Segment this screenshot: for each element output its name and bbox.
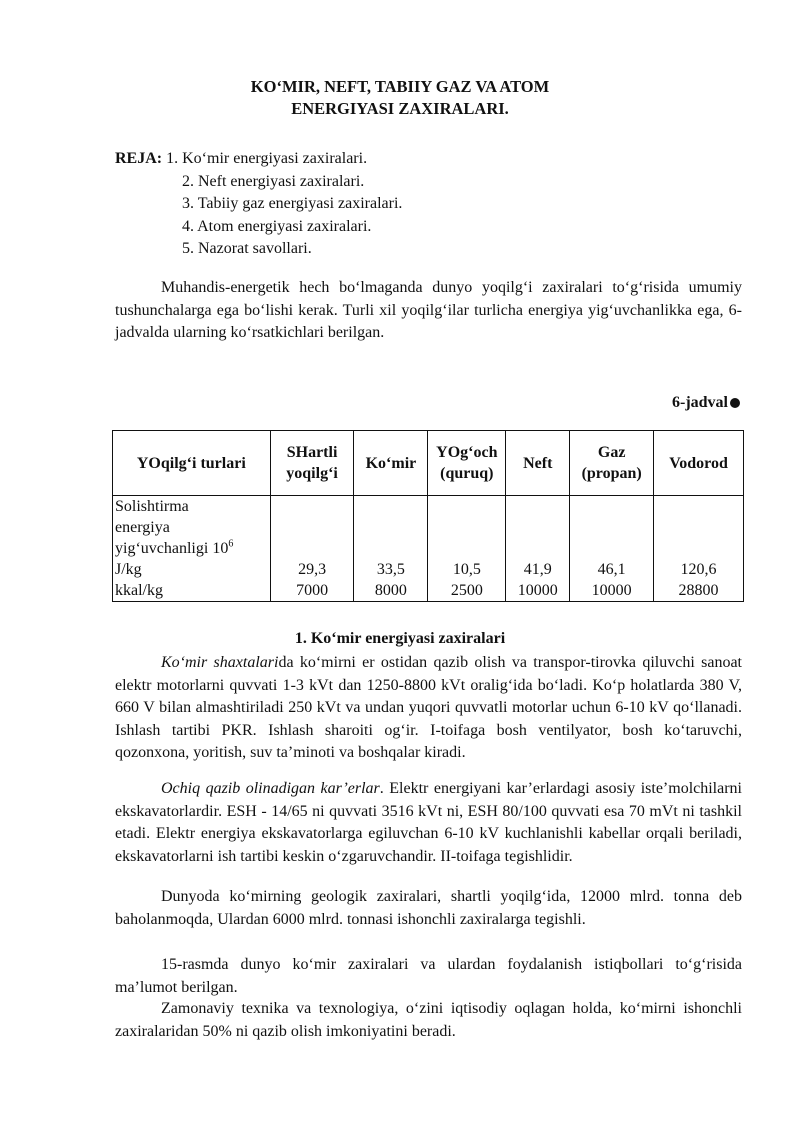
table-header-cell: YOqilg‘i turlari	[113, 431, 271, 496]
paragraph-quarries	[115, 778, 742, 868]
table-header-cell: YOg‘och (quruq)	[428, 431, 506, 496]
table-cell: 46,1 10000	[570, 496, 654, 602]
table-header-cell: Gaz (propan)	[570, 431, 654, 496]
title-line-1: KO‘MIR, NEFT, TABIIY GAZ VA ATOM	[250, 77, 550, 96]
plan-item: 4. Atom energiyasi zaxiralari.	[182, 217, 372, 235]
table-header-cell: Ko‘mir	[354, 431, 428, 496]
paragraph-figure-ref: 15-rasmda dunyo ko‘mir zaxiralari va ulardan foydalanish istiqbollari to‘g‘risida ma’lumot berilgan.	[115, 956, 742, 996]
table-header-row	[113, 431, 744, 496]
table-caption	[672, 394, 740, 412]
table-header-cell: Neft	[506, 431, 570, 496]
document-title	[0, 76, 800, 120]
row-label-line: Solishtirma	[115, 498, 189, 515]
bullet-icon	[730, 398, 740, 408]
intro-paragraph: Muhandis-energetik hech bo‘lmaganda dunyo yoqilg‘i zaxiralari to‘g‘risida umumiy tushunchalarga ega bo‘lishi kerak. Turli xil yoqilg‘ilar turlicha energiya yig‘uvchanlikka ega, 6-jadvalda ularning ko‘rsatkichlari berilgan.	[115, 279, 742, 341]
plan-item: 5. Nazorat savollari.	[182, 240, 312, 257]
table-header-cell: Vodorod	[654, 431, 744, 496]
plan-list	[115, 148, 402, 261]
table-caption-text: 6-jadval	[672, 394, 728, 411]
paragraph-technology: Zamonaviy texnika va texnologiya, o‘zini iqtisodiy oqlagan holda, ko‘mirni ishonchli zaxiralaridan 50% ni qazib olish imkoniyatini beradi.	[115, 1000, 742, 1040]
row-label-line: kkal/kg	[115, 582, 163, 599]
table-header-cell: SHartli yoqilg‘i	[270, 431, 354, 496]
paragraph-text: . Elektr energiyani kar’erlardagi asosiy iste’molchilarni ekskavatorlardir. ESH - 14/65 ni quvvati 3516 kVt ni, ESH 80/100 quvvati esa 70 mVt ni tashkil etadi. Elektr energiya ekskavatorlarga egiluvchan 6-10 kV kuchlanishli kabellar orqali beriladi, ekskavatorlarni ish tartibi keskin o‘zgaruvchandir. II-toifaga tegishlidir.	[115, 780, 743, 865]
table-row	[113, 496, 744, 602]
row-label-text: yig‘uvchanligi 10	[115, 540, 229, 557]
plan-item: 3. Tabiiy gaz energiyasi zaxiralari.	[182, 195, 403, 212]
plan-item: 2. Neft energiyasi zaxiralari.	[182, 172, 365, 190]
paragraph-mines	[115, 652, 742, 765]
table-cell: 29,3 7000	[270, 496, 354, 602]
plan-label: REJA:	[115, 150, 163, 167]
table-cell: 33,5 8000	[354, 496, 428, 602]
row-label-line	[115, 538, 267, 559]
paragraph-reserves: Dunyoda ko‘mirning geologik zaxiralari, shartli yoqilg‘ida, 12000 mlrd. tonna deb baholanmoqda, Ulardan 6000 mlrd. tonnasi ishonchli zaxiralarga tegishli.	[115, 888, 742, 928]
row-label-line: J/kg	[115, 561, 142, 578]
row-label-line: energiya	[115, 519, 170, 536]
paragraph-text: da ko‘mirni er ostidan qazib olish va transpor-tirovka qiluvchi sanoat elektr motorlarni quvvati 1-3 kVt dan 1250-8800 kVt oralig‘ida bo‘ladi. Ko‘p holatlarda 380 V, 660 V bilan almashtiriladi 250 kVt va undan yuqori quvvatli motorlar uchun 6-10 kV qo‘llanadi. Ishlash tartibi PKR. Ishlash sharoiti og‘ir. I-toifaga bosh ventilyator, bosh ko‘taruvchi, qozonxona, yoritish, suv ta’minoti va boshqalar kiradi.	[115, 654, 742, 761]
row-label-exponent: 6	[228, 538, 234, 550]
row-label-cell	[113, 496, 271, 602]
italic-term: Ko‘mir shaxtalari	[161, 654, 279, 671]
title-line-2: ENERGIYASI ZAXIRALARI.	[291, 99, 509, 118]
table-cell: 41,9 10000	[506, 496, 570, 602]
section-title: 1. Ko‘mir energiyasi zaxiralari	[294, 630, 506, 647]
table-cell: 120,6 28800	[654, 496, 744, 602]
plan-item: 1. Ko‘mir energiyasi zaxiralari.	[166, 150, 368, 167]
italic-term: Ochiq qazib olinadigan kar’erlar	[161, 780, 380, 797]
table-cell: 10,5 2500	[428, 496, 506, 602]
fuel-energy-table	[112, 430, 744, 602]
